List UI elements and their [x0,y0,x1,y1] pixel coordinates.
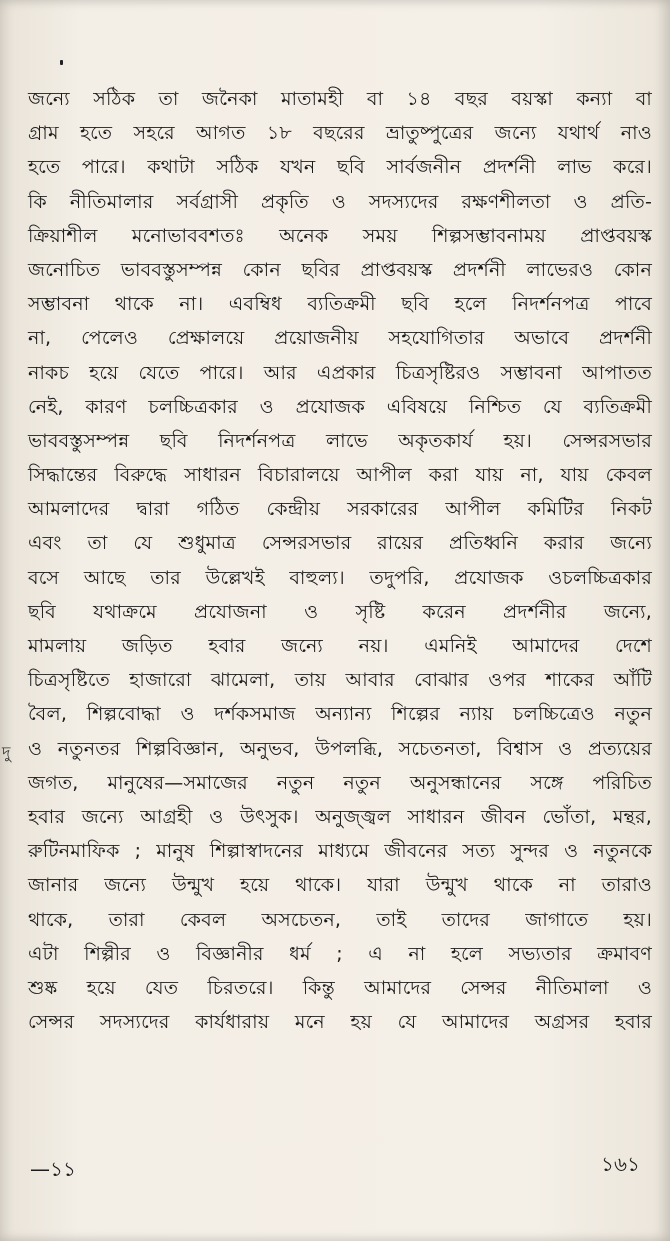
text-line: কি নীতিমালার সর্বগ্রাসী প্রকৃতি ও সদস্যদের রক্ষণশীলতা ও প্রতি- [28,190,652,213]
text-line: জানার জন্যে উন্মুখ হয়ে থাকে। যারা উন্মুখ থাকে না তারাও [28,874,652,897]
text-line: এটা শিল্পীর ও বিজ্ঞানীর ধর্ম ; এ না হলে সভ্যতার ক্রমাবণ [28,942,652,965]
text-line: নাকচ হয়ে যেতে পারে। আর এপ্রকার চিত্রসৃষ্টিরও সম্ভাবনা আপাতত [28,361,652,384]
text-line: না, পেলেও প্রেক্ষালয়ে প্রয়োজনীয় সহযোগিতার অভাবে প্রদর্শনী [28,327,652,350]
text-line: জন্যে সঠিক তা জনৈকা মাতামহী বা ১৪ বছর বয়স্কা কন্যা বা [28,88,652,110]
text-line: শুষ্ক হয়ে যেত চিরতরে। কিন্তু আমাদের সেন্সর নীতিমালা ও [28,976,652,999]
text-line: থাকে, তারা কেবল অসচেতন, তাই তাদের জাগাতে হয়। [28,908,652,931]
text-line: বসে আছে তার উল্লেখই বাহুল্য। তদুপরি, প্রযোজক ওচলচ্চিত্রকার [28,566,652,589]
text-line: জগত, মানুষের—সমাজের নতুন নতুন অনুসন্ধানের সঙ্গে পরিচিত [28,771,652,794]
text-line: ক্রিয়াশীল মনোভাববশতঃ অনেক সময় শিল্পসম্ভাবনাময় প্রাপ্তবয়স্ক [28,224,652,247]
text-line: আমলাদের দ্বারা গঠিত কেন্দ্রীয় সরকারের আপীল কমিটির নিকট [28,498,652,521]
text-line: ভাববস্তুসম্পন্ন ছবি নিদর্শনপত্র লাভে অকৃতকার্য হয়। সেন্সরসভার [28,429,652,452]
text-line: সেন্সর সদস্যদের কার্যধারায় মনে হয় যে আমাদের অগ্রসর হবার [28,1011,652,1034]
signature-mark: —১১ [30,1157,76,1181]
body-text [28,82,652,1039]
text-line: নেই, কারণ চলচ্চিত্রকার ও প্রযোজক এবিষয়ে নিশ্চিত যে ব্যতিক্রমী [28,395,652,418]
margin-annotation: দু [2,743,11,762]
text-line: বৈল, শিল্পবোদ্ধা ও দর্শকসমাজ অন্যান্য শিল্পের ন্যায় চলচ্চিত্রেও নতুন [28,703,652,726]
text-line: গ্রাম হতে সহরে আগত ১৮ বছরের ভ্রাতুষ্পুত্রের জন্যে যথার্থ নাও [28,122,652,145]
page-number: ১৬১ [601,1152,640,1176]
text-line: জনোচিত ভাববস্তুসম্পন্ন কোন ছবির প্রাপ্তবয়স্ক প্রদর্শনী লাভেরও কোন [28,258,652,281]
text-line: ছবি যথাক্রমে প্রযোজনা ও সৃষ্টি করেন প্রদর্শনীর জন্যে, [28,600,652,623]
text-line: হতে পারে। কথাটা সঠিক যখন ছবি সার্বজনীন প্রদর্শনী লাভ করে। [28,156,652,179]
text-line: ও নতুনতর শিল্পবিজ্ঞান, অনুভব, উপলব্ধি, সচেতনতা, বিশ্বাস ও প্রত্যয়ের [28,737,652,760]
text-line: মামলায় জড়িত হবার জন্যে নয়। এমনিই আমাদের দেশে [28,635,652,657]
text-line: এবং তা যে শুধুমাত্র সেন্সরসভার রায়ের প্রতিধ্বনি করার জন্যে [28,532,652,555]
text-line: হবার জন্যে আগ্রহী ও উৎসুক। অনুজ্জ্বল সাধারন জীবন ভোঁতা, মন্থর, [28,805,652,828]
text-line: রুটিনমাফিক ; মানুষ শিল্পাস্বাদনের মাধ্যমে জীবনের সত্য সুন্দর ও নতুনকে [28,840,652,863]
text-line: সিদ্ধান্তের বিরুদ্ধে সাধারন বিচারালয়ে আপীল করা যায় না, যায় কেবল [28,464,652,487]
ink-speck [60,60,63,65]
text-line: সম্ভাবনা থাকে না। এবম্বিধ ব্যতিক্রমী ছবি হলে নিদর্শনপত্র পাবে [28,293,652,316]
text-line: চিত্রসৃষ্টিতে হাজারো ঝামেলা, তায় আবার বোঝার ওপর শাকের আঁটি [28,669,652,692]
